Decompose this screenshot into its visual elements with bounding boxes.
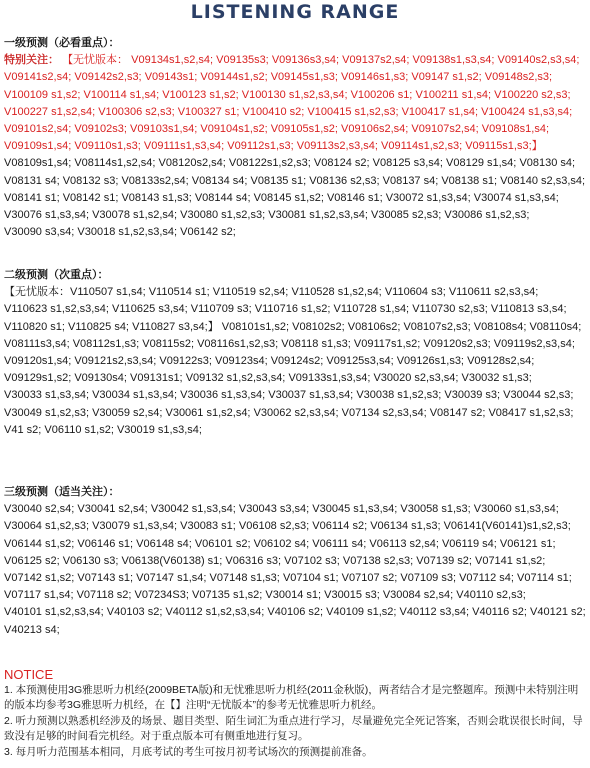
range-item: V08417 s1,s2,s3; — [488, 406, 574, 419]
range-item: V06141(V60141)s1,s2,s3; — [443, 520, 571, 533]
range-item: V08132 s3; — [62, 174, 119, 187]
range-item: V09146s1,s3; — [341, 71, 409, 84]
range-item: V30036 s1,s3,s4; — [180, 389, 266, 402]
range-item: V30072 s1,s3,s4; — [385, 191, 471, 204]
range-item: V08129 s1,s4; — [446, 157, 517, 170]
level-1-section — [4, 35, 586, 241]
range-item: V09145s1,s3; — [270, 71, 338, 84]
range-item: V100306 s2,s3; — [98, 105, 175, 118]
range-item: V09126s1,s3; — [396, 355, 464, 368]
range-item: V09120s2,s3; — [423, 337, 491, 350]
range-item: V08140 s2,s3,s4; — [500, 174, 586, 187]
range-item: V110519 s2,s4; — [212, 286, 289, 299]
range-item: V100327 s1; — [177, 105, 240, 118]
range-item: V30032 s1,s3; — [461, 372, 532, 385]
range-item: V30034 s1,s3,s4; — [92, 389, 178, 402]
range-item: V08124 s2; — [313, 157, 370, 170]
range-item: V08130 s4; — [519, 157, 576, 170]
range-item: V09134s1,s2,s4; — [131, 54, 214, 67]
range-item: V30033 s1,s3,s4; — [4, 389, 90, 402]
page-title: LISTENING RANGE — [190, 1, 400, 23]
range-item: V07138 s2,s3; — [342, 554, 414, 567]
range-item: V30015 s3; — [324, 589, 380, 602]
range-item: V30039 s3; — [444, 389, 501, 402]
range-item: V07107 s2; — [341, 572, 398, 585]
range-item: V30038 s1,s2,s3; — [356, 389, 442, 402]
range-item: V100424 s1,s3,s4; — [481, 105, 573, 118]
range-item: V08107s2,s3; — [403, 320, 471, 333]
range-item: V09106s2,s4; — [341, 123, 409, 136]
range-item: V40121 s2; — [530, 606, 586, 619]
range-item: V09144s1,s2; — [200, 71, 268, 84]
range-item: V06130 s3; — [62, 554, 119, 567]
range-item: V08106s2; — [347, 320, 401, 333]
range-item: V09133s1,s3,s4; — [288, 372, 371, 385]
range-item: V30045 s1,s3,s4; — [312, 503, 398, 516]
range-item: V09136s3,s4; — [271, 54, 340, 67]
range-item: V09137s2,s4; — [342, 54, 410, 67]
range-item: V08135 s1; — [250, 174, 307, 187]
range-item: V09125s3,s4; — [326, 355, 394, 368]
range-item: V06146 s1; — [77, 537, 134, 550]
range-item: V110827 s3,s4;】 — [132, 320, 219, 333]
range-item: V40109 s1,s2; — [326, 606, 397, 619]
range-item: V110730 s2,s3; — [412, 303, 488, 316]
range-item: V08112s1,s3; — [72, 337, 140, 350]
range-item: V09132 s1,s2,s3,s4; — [185, 372, 286, 385]
range-item: V08102s2; — [292, 320, 345, 333]
range-item: V09117s1,s2; — [353, 337, 421, 350]
range-item: V100206 s1; — [350, 88, 413, 101]
range-item: V06138(V60138) s1; — [121, 554, 223, 567]
range-item: V09110s1,s3; — [74, 140, 141, 153]
level-1-list — [4, 157, 585, 238]
range-item: V08110s4; — [529, 320, 582, 333]
range-item: V30081 s1,s2,s3,s4; — [268, 209, 368, 222]
range-item: V110514 s1; — [148, 286, 210, 299]
level-1-heading: 一级预测（必看重点）： — [4, 37, 120, 49]
range-item: V30064 s1,s2,s3; — [4, 520, 90, 533]
range-item: V30041 s2,s4; — [77, 503, 148, 516]
range-item: V100417 s1,s4; — [401, 105, 479, 118]
range-item: V08138 s1; — [441, 174, 497, 187]
range-item: V07139 s2; — [416, 554, 472, 567]
range-item: V09109s1,s4; — [4, 140, 72, 153]
range-item: V07148 s1,s3; — [209, 572, 280, 585]
range-item: V06114 s2; — [312, 520, 368, 533]
level-3-list — [4, 503, 586, 635]
range-item: V08142 s1; — [62, 191, 119, 204]
range-item: V08137 s4; — [382, 174, 439, 187]
range-item: V100123 s1,s2; — [162, 88, 239, 101]
range-item: V30040 s2,s4; — [4, 503, 75, 516]
range-item: V08116s1,s2,s3; — [197, 337, 279, 350]
range-item: V09104s1,s2; — [200, 123, 268, 136]
range-item: V09120s1,s4; — [4, 355, 72, 368]
range-item: V08144 s4; — [194, 191, 251, 204]
range-item: V40213 s4; — [4, 623, 60, 636]
range-item: V07141 s1,s2; — [474, 554, 546, 567]
range-item: V08101s1,s2; — [221, 320, 290, 333]
range-item: V30085 s2,s3; — [370, 209, 442, 222]
range-item: V30074 s1,s3,s4; — [473, 191, 559, 204]
range-item: V08122s1,s2,s3; — [228, 157, 311, 170]
range-item: V07118 s2; — [76, 589, 132, 602]
range-item: V09103s1,s4; — [130, 123, 198, 136]
range-item: V30037 s1,s3,s4; — [268, 389, 354, 402]
range-item: V30020 s2,s3,s4; — [373, 372, 459, 385]
range-item: V08145 s1,s2; — [253, 191, 324, 204]
range-item: V06102 s4; — [253, 537, 310, 550]
range-item: V110728 s1,s4; — [333, 303, 410, 316]
range-item: V100220 s2,s3; — [494, 88, 571, 101]
range-item: V09138s1,s3,s4; — [412, 54, 495, 67]
range-item: V30090 s3,s4; — [4, 226, 75, 239]
range-item: V08146 s1; — [326, 191, 383, 204]
range-item: 【无忧版本： — [62, 54, 129, 67]
range-item: V07112 s4; — [459, 572, 514, 585]
range-item: V30059 s2,s4; — [92, 406, 163, 419]
range-item: V40106 s2; — [267, 606, 324, 619]
range-item: V30058 s1,s3; — [400, 503, 471, 516]
range-item: V30042 s1,s3,s4; — [150, 503, 236, 516]
range-item: V30014 s1; — [265, 589, 322, 602]
range-item: V09121s2,s3,s4; — [74, 355, 157, 368]
range-item: V09124s2; — [270, 355, 324, 368]
range-item: V30043 s3,s4; — [238, 503, 310, 516]
range-item: V06316 s3; — [225, 554, 282, 567]
range-item: V30080 s1,s2,s3; — [180, 209, 266, 222]
range-item: V40116 s2; — [472, 606, 527, 619]
range-item: V07114 s1; — [517, 572, 572, 585]
range-item: V07147 s1,s4; — [136, 572, 207, 585]
range-item: V30076 s1,s3,s4; — [4, 209, 90, 222]
range-item: V30078 s1,s2,s4; — [92, 209, 178, 222]
range-item: V110709 s3; — [190, 303, 252, 316]
range-item: V07102 s3; — [284, 554, 340, 567]
range-item: V100130 s1,s2,s3,s4; — [241, 88, 348, 101]
range-item: V06121 s1; — [499, 537, 556, 550]
range-item: V07109 s3; — [400, 572, 457, 585]
notice-section — [4, 667, 586, 760]
range-item: V06119 s4; — [441, 537, 497, 550]
level-2-list — [4, 321, 581, 436]
range-item: V110820 s1; — [4, 320, 65, 333]
range-item: V09130s4; — [74, 372, 127, 385]
range-item: V09114s1,s2,s3; — [381, 140, 463, 153]
range-item: V08125 s3,s4; — [372, 157, 443, 170]
range-item: V100410 s2; — [242, 105, 305, 118]
range-item: V06113 s2,s4; — [369, 537, 439, 550]
special-attention-list — [4, 54, 579, 152]
range-item: V09113s2,s3,s4; — [296, 140, 378, 153]
range-item: V08108s4; — [473, 320, 527, 333]
range-item: V09128s2,s4; — [467, 355, 535, 368]
notice-item-3: 3. 每月听力范围基本相同，月底考试的考生可按月初考试场次的预测提前准备。 — [4, 745, 373, 758]
range-item: V30062 s2,s3,s4; — [253, 406, 339, 419]
range-item: V09123s4; — [215, 355, 268, 368]
range-item: V30044 s2,s3; — [503, 389, 574, 402]
range-item: V09101s2,s4; — [4, 123, 72, 136]
range-item: V09115s1,s3;】 — [465, 140, 543, 153]
range-item: V09102s3; — [74, 123, 127, 136]
range-item: V09105s1,s2; — [270, 123, 338, 136]
range-item: V08109s1,s4; — [4, 157, 72, 170]
range-item: V07135 s1,s2; — [191, 589, 263, 602]
range-item: V08111s3,s4; — [4, 337, 70, 350]
range-item: V30049 s1,s2,s3; — [4, 406, 90, 419]
range-item: V06125 s2; — [4, 554, 60, 567]
range-item: V110623 s1,s2,s3,s4; — [4, 303, 109, 316]
range-item: V40112 s1,s2,s3,s4; — [165, 606, 265, 619]
range-item: V30061 s1,s2,s4; — [165, 406, 251, 419]
range-item: V09122s3; — [159, 355, 212, 368]
range-item: 【无忧版本：V110507 s1,s4; — [4, 286, 146, 299]
range-item: V09129s1,s2; — [4, 372, 72, 385]
level-3-section — [4, 484, 586, 639]
range-item: V09143s1; — [144, 71, 198, 84]
range-item: V09119s2,s3,s4; — [493, 337, 575, 350]
range-item: V09108s1,s4; — [481, 123, 550, 136]
range-item: V07134 s2,s3,s4; — [341, 406, 427, 419]
range-item: V08133s2,s4; — [121, 174, 189, 187]
range-item: V100211 s1,s4; — [415, 88, 492, 101]
level-2-heading: 二级预测（次重点）： — [4, 269, 109, 281]
special-attention-label: 特别关注： — [4, 54, 59, 67]
range-item: V09142s2,s3; — [74, 71, 142, 84]
range-item: V08115s2; — [142, 337, 195, 350]
range-item: V09107s2,s4; — [411, 123, 479, 136]
notice-item-1: 1. 本预测使用3G雅思听力机经(2009BETA版)和无忧雅思听力机经(2011金秋版)，两者结合才是完整题库。预测中未特别注明的版本均参考3G雅思听力机经，在【】注明“无忧版本”的参考无忧雅思听力机经。 — [4, 684, 579, 712]
range-item: V09141s2,s4; — [4, 71, 72, 84]
range-item: V08134 s4; — [191, 174, 248, 187]
range-item: V08143 s1,s3; — [121, 191, 192, 204]
range-item: V110611 s2,s3,s4; — [448, 286, 539, 299]
range-item: V30086 s1,s2,s3; — [444, 209, 530, 222]
range-item: V07234S3; — [134, 589, 189, 602]
range-item: V06110 s1,s2; — [44, 423, 114, 436]
range-item: V100415 s1,s2,s3; — [307, 105, 399, 118]
range-item: V08120s2,s4; — [158, 157, 226, 170]
range-item: V30060 s1,s3,s4; — [473, 503, 559, 516]
range-item: V08114s1,s2,s4; — [74, 157, 156, 170]
range-item: V41 s2; — [4, 423, 42, 436]
range-item: V30084 s2,s4; — [382, 589, 454, 602]
range-item: V08131 s4; — [4, 174, 60, 187]
range-item: V40103 s2; — [106, 606, 163, 619]
range-item: V110813 s3,s4; — [490, 303, 567, 316]
range-item: V30079 s1,s3,s4; — [92, 520, 178, 533]
range-item: V110825 s4; — [68, 320, 129, 333]
range-item: V06101 s2; — [194, 537, 251, 550]
range-item: V06111 s4; — [312, 537, 367, 550]
range-item: V110625 s3,s4; — [112, 303, 188, 316]
range-item: V06134 s1,s3; — [370, 520, 441, 533]
range-item: V100109 s1,s2; — [4, 88, 81, 101]
range-item: V08118 s1,s3; — [281, 337, 351, 350]
range-item: V100114 s1,s4; — [83, 88, 160, 101]
range-item: V09148s2,s3; — [484, 71, 553, 84]
range-item: V30019 s1,s3,s4; — [116, 423, 202, 436]
range-item: V07142 s1,s2; — [4, 572, 75, 585]
range-item: V08147 s2; — [429, 406, 486, 419]
range-item: V09140s2,s3,s4; — [497, 54, 580, 67]
range-item: V07143 s1; — [77, 572, 134, 585]
range-item: V09147 s1,s2; — [411, 71, 482, 84]
range-item: V110604 s3; — [384, 286, 446, 299]
range-item: V06108 s2,s3; — [238, 520, 310, 533]
range-item: V06142 s2; — [180, 226, 236, 239]
range-item: V08141 s1; — [4, 191, 60, 204]
range-item: V08136 s2,s3; — [309, 174, 380, 187]
range-item: V40110 s2,s3; — [456, 589, 526, 602]
range-item: V06148 s4; — [136, 537, 192, 550]
notice-title: NOTICE — [4, 667, 54, 682]
range-item: V40112 s3,s4; — [399, 606, 470, 619]
range-item: V40101 s1,s2,s3,s4; — [4, 606, 104, 619]
range-item: V110716 s1,s2; — [254, 303, 331, 316]
range-item: V30018 s1,s2,s3,s4; — [77, 226, 178, 239]
range-item: V110528 s1,s2,s4; — [291, 286, 382, 299]
range-item: V07104 s1; — [282, 572, 339, 585]
range-item: V30083 s1; — [180, 520, 236, 533]
notice-item-2: 2. 听力预测以熟悉机经涉及的场景、题目类型、陌生词汇为重点进行学习，尽量避免完全死记答案，否则会耽误很长时间，导致没有足够的时间看完机经。对于重点版本可有侧重地进行复习。 — [4, 714, 583, 743]
range-item: V09135s3; — [216, 54, 269, 67]
range-item: V09112s1,s3; — [227, 140, 294, 153]
range-item: V06144 s1,s2; — [4, 537, 75, 550]
level-2-section — [4, 267, 586, 439]
range-item: V100227 s1,s2,s4; — [4, 105, 96, 118]
level-3-heading: 三级预测（适当关注）： — [4, 486, 120, 498]
range-item: V09111s1,s3,s4; — [143, 140, 225, 153]
range-item: V07117 s1,s4; — [4, 589, 74, 602]
range-item: V09131s1; — [130, 372, 183, 385]
